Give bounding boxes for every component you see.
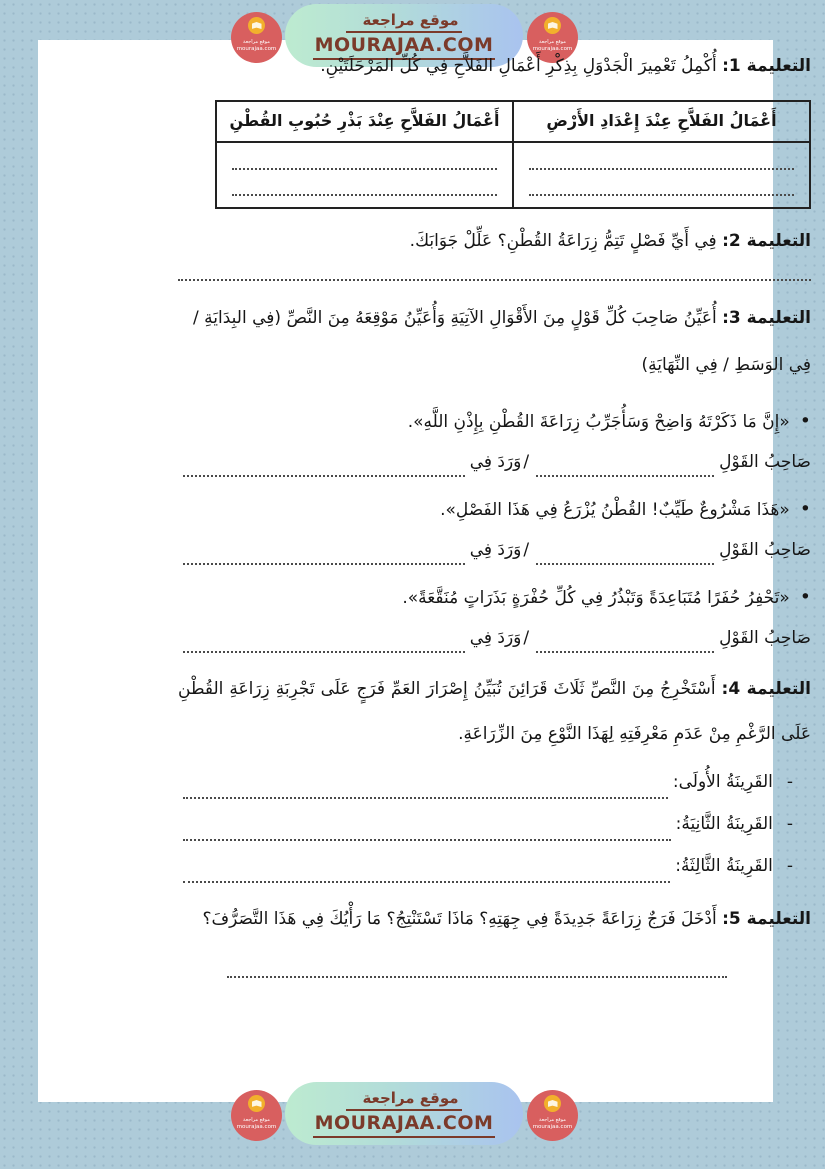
task3-label: التعليمة 3: — [722, 307, 811, 328]
logo-site-domain: mourajaa.com — [532, 46, 573, 52]
task5-text: أَدْخَلَ فَرَجٌ زِرَاعَةً جَدِيدَةً فِي جِهَتِهِ؟ مَاذَا تَسْتَنْتِجُ؟ مَا رَأْيُكَ فِي هَذَا التَّصَرُّفَ؟ — [202, 908, 717, 929]
dash-icon: - — [786, 771, 793, 792]
task1-label: التعليمة 1: — [722, 56, 811, 76]
separator-slash: / — [523, 539, 530, 560]
dash-icon: - — [786, 855, 793, 876]
site-logo-badge — [527, 1090, 578, 1141]
logo-site-domain: mourajaa.com — [236, 46, 277, 52]
separator-slash: / — [523, 451, 530, 472]
open-book-icon — [252, 1100, 262, 1107]
table-header-land-preparation: أَعْمَالُ الفَلاَّحِ عِنْدَ إِعْدَادِ الأَرْضِ — [513, 101, 810, 142]
speaker-label: صَاحِبُ القَوْلِ — [719, 539, 811, 560]
logo-site-name: موقع مراجعة — [243, 39, 270, 45]
task5-label: التعليمة 5: — [722, 908, 811, 929]
location-label: وَرَدَ فِي — [469, 451, 522, 472]
footer-banner — [0, 1082, 825, 1154]
site-domain: MOURAJAA.COM — [313, 33, 496, 60]
site-logo-badge — [231, 1090, 282, 1141]
quote-text: «هَذَا مَشْرُوعٌ طَيِّبٌ! القُطْنُ يُزْرَعُ فِي هَذَا الفَصْلِ». — [440, 499, 790, 520]
answer-blank-line — [178, 275, 811, 281]
quote-text: «تَحْفِرُ حُفَرًا مُتَبَاعِدَةً وَتَبْذُرُ فِي كُلِّ حُفْرَةٍ بَذَرَاتٍ مُنَقَّعَةً». — [402, 587, 790, 608]
answer-blank-line — [183, 782, 668, 798]
logo-site-name: موقع مراجعة — [243, 1117, 270, 1123]
bullet-icon: • — [799, 409, 811, 432]
task4-heading — [178, 667, 811, 757]
table-answer-cell — [513, 142, 810, 208]
answer-blank-line — [536, 636, 714, 652]
logo-site-domain: mourajaa.com — [236, 1124, 277, 1130]
answer-blank-line — [536, 548, 714, 564]
task5-heading — [178, 897, 811, 942]
task2-heading — [178, 225, 811, 257]
location-label: وَرَدَ فِي — [469, 627, 522, 648]
logo-circle-icon — [248, 17, 265, 34]
open-book-icon — [548, 22, 558, 29]
quote-item — [178, 403, 811, 440]
dash-icon: - — [786, 813, 793, 834]
open-book-icon — [548, 1100, 558, 1107]
answer-blank-line — [232, 160, 497, 170]
logo-site-name: موقع مراجعة — [539, 1117, 566, 1123]
task4-label: التعليمة 4: — [721, 678, 812, 699]
task2-text: فِي أَيِّ فَصْلٍ تَتِمُّ زِرَاعَةُ القُطْنِ؟ عَلِّلْ جَوَابَكَ. — [409, 230, 717, 251]
clue-label: القَرِينَةُ الثَّانِيَةُ: — [675, 813, 773, 834]
task3-heading — [178, 295, 811, 389]
clue-label: القَرِينَةُ الثَّالِثَةُ: — [675, 855, 773, 876]
clue-label: القَرِينَةُ الأُولَى: — [672, 771, 773, 792]
task3-text: أُعَيِّنُ صَاحِبَ كُلِّ قَوْلٍ مِنَ الأَقْوَالِ الآتِيَةِ وَأُعَيِّنُ مَوْقِعَهُ مِنَ النَّصِّ (فِي البِدَايَةِ / فِي الوَسَطِ / فِي النِّهَايَةِ) — [193, 307, 811, 375]
clue-item — [178, 808, 811, 841]
answer-blank-line — [183, 636, 465, 652]
table-answer-cell — [216, 142, 513, 208]
location-label: وَرَدَ فِي — [469, 539, 522, 560]
quote-answer-row — [178, 447, 811, 477]
speaker-label: صَاحِبُ القَوْلِ — [719, 627, 811, 648]
answer-blank-line — [183, 460, 465, 476]
logo-site-name: موقع مراجعة — [539, 39, 566, 45]
quote-item — [178, 491, 811, 528]
site-banner-pill — [285, 1082, 523, 1145]
task4-text: أَسْتَخْرِجُ مِنَ النَّصِّ ثَلَاثَ قَرَائِنَ تُبَيِّنُ إِصْرَارَ العَمِّ فَرَجٍ عَلَى تَجْرِبَةِ زِرَاعَةِ القُطْنِ عَلَى الرَّغْمِ مِنْ عَدَمِ مَعْرِفَتِهِ لِهَذَا النَّوْعِ مِنَ الزِّرَاعَةِ. — [178, 678, 811, 744]
answers-table — [215, 100, 811, 209]
answer-blank-line — [227, 972, 727, 978]
answer-blank-line — [183, 548, 465, 564]
answer-blank-line — [536, 460, 714, 476]
quote-item — [178, 579, 811, 616]
answer-blank-line — [183, 866, 670, 882]
quote-text: «إِنَّ مَا ذَكَرْتَهُ وَاضِحْ وَسَأُجَرِّبُ زِرَاعَةَ القُطْنِ بِإِذْنِ اللَّهِ». — [407, 411, 790, 432]
quote-answer-row — [178, 623, 811, 653]
task1-heading — [178, 50, 811, 82]
bullet-icon: • — [799, 497, 811, 520]
table-header-cotton-sowing: أَعْمَالُ الفَلاَّحِ عِنْدَ بَذْرِ حُبُوبِ القُطْنِ — [216, 101, 513, 142]
clue-item — [178, 766, 811, 799]
site-name-arabic: موقع مراجعة — [346, 1089, 461, 1111]
quote-answer-row — [178, 535, 811, 565]
worksheet-content — [178, 44, 811, 978]
answer-blank-line — [232, 186, 497, 196]
answer-blank-line — [529, 160, 794, 170]
speaker-label: صَاحِبُ القَوْلِ — [719, 451, 811, 472]
bullet-icon: • — [799, 585, 811, 608]
answer-blank-line — [183, 824, 671, 840]
answer-blank-line — [529, 186, 794, 196]
task1-text: أُكْمِلُ تَعْمِيرَ الْجَدْوَلِ بِذِكْرِ أَعْمَالِ الفَلاَّحِ فِي كُلِّ المَرْحَلَتَيْنِ. — [320, 56, 717, 76]
site-domain: MOURAJAA.COM — [313, 1111, 496, 1138]
separator-slash: / — [523, 627, 530, 648]
site-name-arabic: موقع مراجعة — [346, 11, 461, 33]
clue-item — [178, 850, 811, 883]
logo-site-domain: mourajaa.com — [532, 1124, 573, 1130]
logo-circle-icon — [544, 1095, 561, 1112]
open-book-icon — [252, 22, 262, 29]
logo-circle-icon — [544, 17, 561, 34]
logo-circle-icon — [248, 1095, 265, 1112]
task2-label: التعليمة 2: — [722, 230, 811, 251]
